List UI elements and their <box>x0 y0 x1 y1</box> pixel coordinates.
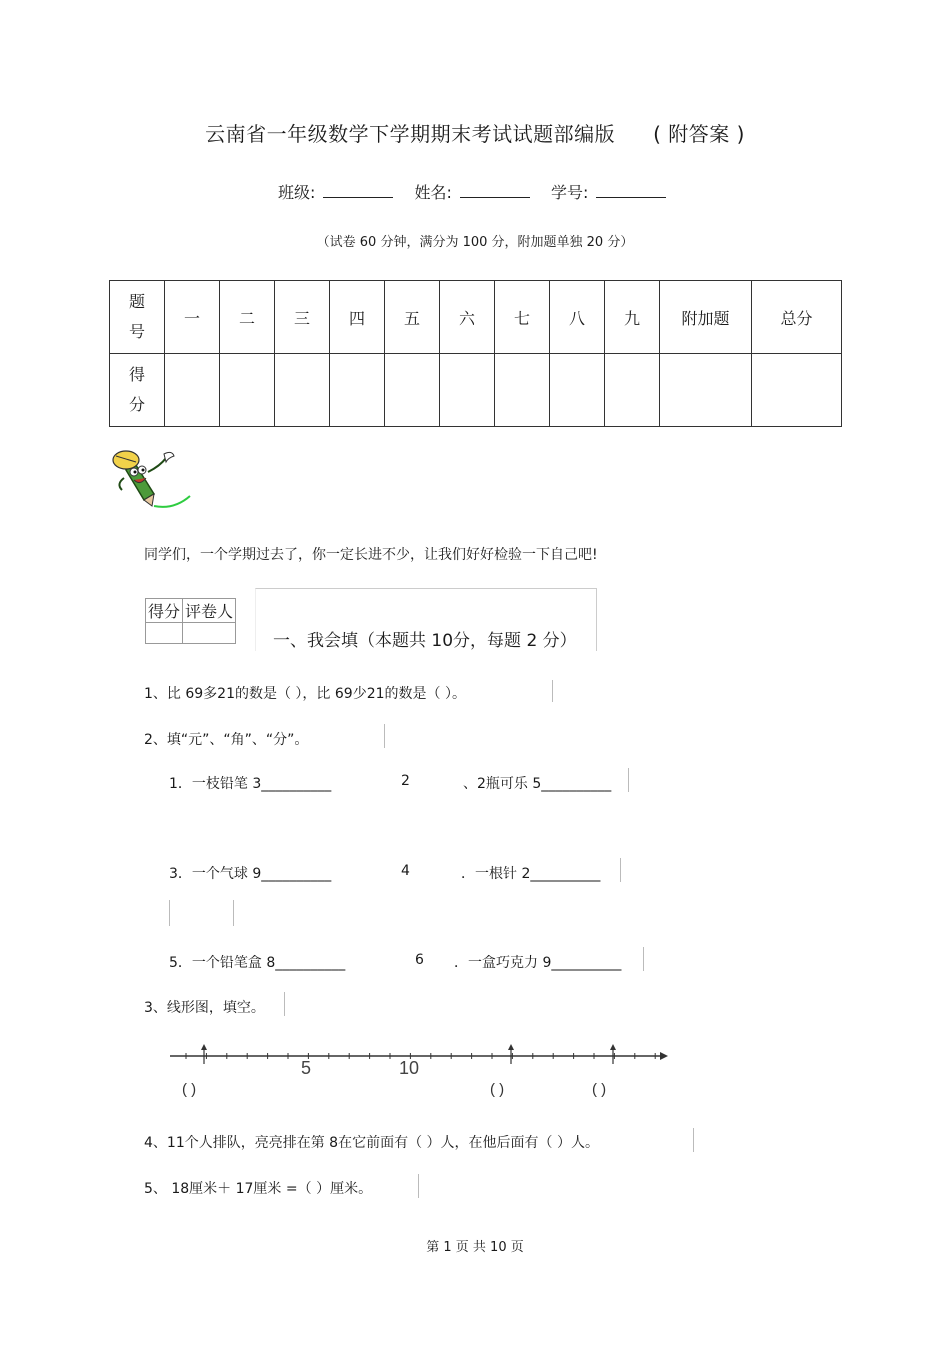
title-main: 云南省一年级数学下学期期末考试试题部编版 <box>205 122 616 146</box>
col-total: 总分 <box>752 281 842 354</box>
col-8: 八 <box>550 281 605 354</box>
number-blank[interactable] <box>596 183 666 198</box>
q2-item-6-number: 6 <box>415 952 424 968</box>
col-2: 二 <box>220 281 275 354</box>
col-4: 四 <box>330 281 385 354</box>
col-1: 一 <box>165 281 220 354</box>
grader-score-cell[interactable] <box>146 623 183 644</box>
student-info <box>278 180 682 203</box>
score-cell[interactable] <box>550 354 605 427</box>
question-1: 1、比 69多21的数是（ ），比 69少21的数是（ ）。 <box>144 686 466 702</box>
page-footer: 第 1 页 共 10 页 <box>426 1240 524 1255</box>
q2-item-4-number: 4 <box>401 863 410 879</box>
grader-table <box>145 598 236 644</box>
name-blank[interactable] <box>460 183 530 198</box>
col-5: 五 <box>385 281 440 354</box>
name-label: 姓名: <box>414 183 452 202</box>
q2-item-5: 5．一个铅笔盒 8__________ <box>169 955 346 971</box>
score-cell[interactable] <box>330 354 385 427</box>
col-9: 九 <box>605 281 660 354</box>
exam-note: （试卷 60 分钟，满分为 100 分，附加题单独 20 分） <box>316 235 634 250</box>
score-cell[interactable] <box>495 354 550 427</box>
section-title: 一、我会填（本题共 10分，每题 2 分） <box>273 631 577 651</box>
score-cell[interactable] <box>220 354 275 427</box>
class-blank[interactable] <box>323 183 393 198</box>
answer-blank-2: ( ) <box>490 1081 505 1098</box>
marker-arrow-2-head <box>508 1044 514 1050</box>
col-6: 六 <box>440 281 495 354</box>
q2-item-2-number: 2 <box>401 773 410 789</box>
q2-item-6: ．一盒巧克力 9__________ <box>454 955 622 971</box>
greeting-text: 同学们，一个学期过去了，你一定长进不少，让我们好好检验一下自己吧! <box>144 547 598 563</box>
answer-blank-3: ( ) <box>592 1081 607 1098</box>
title-suffix: ( 附答案 ) <box>653 122 745 146</box>
score-label: 得分 <box>146 599 183 623</box>
marker-arrow-3-head <box>610 1044 616 1050</box>
score-row2-header: 得 分 <box>110 354 165 427</box>
question-4: 4、11个人排队，亮亮排在第 8在它前面有（ ）人，在他后面有（ ）人。 <box>144 1135 599 1151</box>
score-cell[interactable] <box>440 354 495 427</box>
q2-item-2: 、2瓶可乐 5__________ <box>463 776 612 792</box>
score-cell[interactable] <box>385 354 440 427</box>
page-title <box>0 118 950 147</box>
tick-label-5: 5 <box>301 1058 312 1078</box>
col-bonus: 附加题 <box>660 281 752 354</box>
q2-item-4: ．一根针 2__________ <box>461 866 601 882</box>
score-table <box>109 280 842 427</box>
q2-item-3: 3．一个气球 9__________ <box>169 866 332 882</box>
question-2: 2、填“元”、“角”、“分”。 <box>144 732 309 748</box>
score-row-header: 题 号 <box>110 281 165 354</box>
marker-arrow-1-head <box>201 1044 207 1050</box>
score-cell[interactable] <box>752 354 842 427</box>
reviewer-label: 评卷人 <box>183 599 236 623</box>
score-cell[interactable] <box>660 354 752 427</box>
score-cell[interactable] <box>605 354 660 427</box>
col-7: 七 <box>495 281 550 354</box>
tick-label-10: 10 <box>399 1058 420 1078</box>
class-label: 班级: <box>278 183 316 202</box>
number-line-arrow <box>660 1052 668 1060</box>
number-label: 学号: <box>551 183 589 202</box>
number-line <box>168 1040 668 1102</box>
question-5: 5、 18厘米＋ 17厘米 =（ ）厘米。 <box>144 1181 373 1197</box>
q2-item-1: 1．一枝铅笔 3__________ <box>169 776 332 792</box>
grader-reviewer-cell[interactable] <box>183 623 236 644</box>
question-3: 3、线形图，填空。 <box>144 1000 265 1016</box>
answer-blank-1: ( ) <box>182 1081 197 1098</box>
col-3: 三 <box>275 281 330 354</box>
score-cell[interactable] <box>165 354 220 427</box>
pencil-mascot-icon <box>104 444 194 514</box>
score-cell[interactable] <box>275 354 330 427</box>
